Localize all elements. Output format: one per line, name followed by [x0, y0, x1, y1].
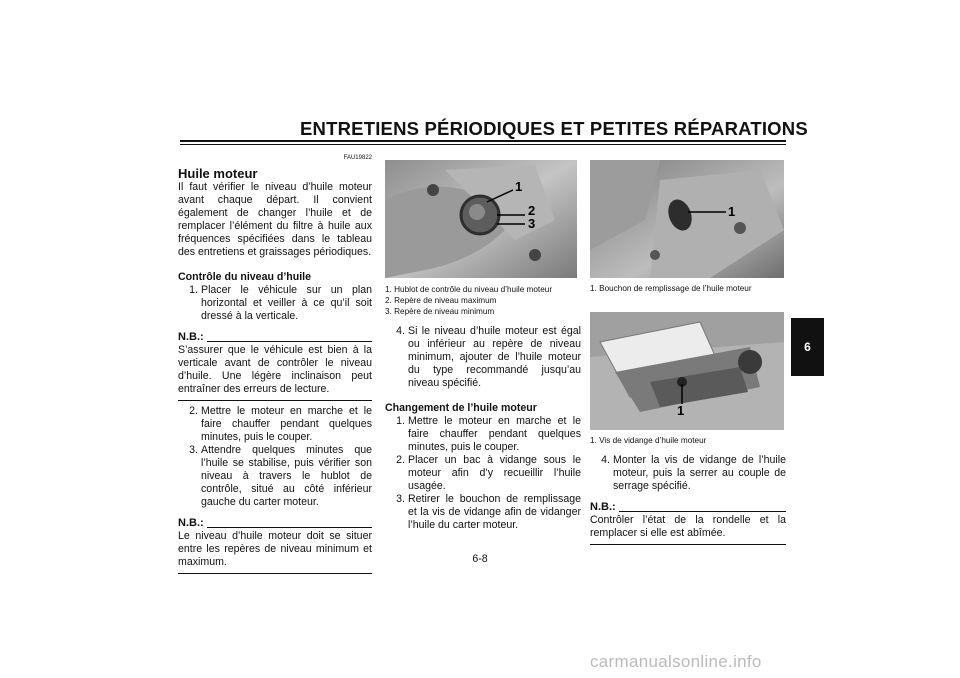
note-rule: [207, 527, 372, 528]
note-box: [178, 517, 372, 574]
chapter-tab: 6: [791, 318, 824, 376]
note-box: [590, 501, 786, 545]
figure-caption: 1. Bouchon de remplissage de l’huile moteur: [590, 284, 752, 293]
right-column: [590, 160, 786, 545]
step-number: 1.: [396, 415, 405, 427]
note-rule: [207, 341, 372, 342]
note-header: [178, 331, 372, 344]
note-text: S’assurer que le véhicule est bien à la verticale avant de contrôler le niveau d’huile. Une légère inclinaison peut entraîner des erreurs de lecture.: [178, 344, 372, 395]
page-title: ENTRETIENS PÉRIODIQUES ET PETITES RÉPARATIONS: [300, 118, 808, 139]
subheading-check-level: Contrôle du niveau d’huile: [178, 271, 312, 283]
engine-photo-illustration: [590, 312, 784, 430]
step-text: Attendre quelques minutes que l’huile se stabilise, puis vérifier son niveau à travers le hublot de contrôle, situé au côté inférieur gauche du carter moteur.: [201, 444, 372, 508]
callout-label: 3: [528, 216, 536, 231]
note-text: Le niveau d’huile moteur doit se situer entre les repères de niveau minimum et maximum.: [178, 530, 372, 568]
callout-label: 2: [528, 203, 536, 218]
step-number: 2.: [396, 454, 405, 466]
header-rule-thin: [180, 144, 786, 145]
intro-paragraph: Il faut vérifier le niveau d’huile moteur avant chaque départ. Il convient également de changer l’huile et de remplacer l’élément du filtre à huile aux fréquences spécifiées dans le tableau des entretiens et graissages périodiques.: [178, 181, 372, 258]
oil-filler-cap-photo: [590, 160, 784, 278]
step-number: 2.: [189, 405, 198, 417]
drain-bolt-photo: [590, 312, 784, 430]
step-text: Si le niveau d’huile moteur est égal ou inférieur au repère de niveau minimum, ajouter de l’huile moteur du type recommandé jusqu’au niveau spécifié.: [408, 325, 581, 389]
figure-caption: 1. Vis de vidange d’huile moteur: [590, 436, 707, 445]
engine-photo-illustration: [385, 160, 577, 278]
note-label: N.B.:: [178, 331, 204, 343]
step-text: Mettre le moteur en marche et le faire chauffer pendant quelques minutes, puis le couper.: [408, 415, 581, 453]
note-label: N.B.:: [590, 501, 616, 513]
header-rule: [180, 140, 786, 142]
section-heading: Huile moteur: [178, 166, 258, 181]
step-text: Mettre le moteur en marche et le faire chauffer pendant quelques minutes, puis le couper.: [201, 405, 372, 443]
step-item: [385, 454, 581, 493]
figure-caption: 2. Repère de niveau maximum: [385, 296, 497, 305]
page-number: 6-8: [472, 553, 488, 565]
step-text: Retirer le bouchon de remplissage et la vis de vidange afin de vidanger l’huile du carter moteur.: [408, 493, 581, 531]
subheading-oil-change: Changement de l’huile moteur: [385, 402, 537, 414]
step-item: [178, 444, 372, 509]
step-item: [590, 454, 786, 493]
step-text: Placer un bac à vidange sous le moteur afin d’y recueillir l’huile usagée.: [408, 454, 581, 492]
step-item: [178, 405, 372, 444]
step-number: 4.: [601, 454, 610, 466]
reference-code: FAU19822: [343, 155, 372, 161]
callout-label: 1: [515, 179, 523, 194]
step-item: [385, 325, 581, 390]
step-item: [385, 493, 581, 532]
step-number: 3.: [189, 444, 198, 456]
step-text: Monter la vis de vidange de l’huile moteur, puis la serrer au couple de serrage spécifié.: [613, 454, 786, 492]
step-text: Placer le véhicule sur un plan horizontal et veiller à ce qu’il soit dressé à la verticale.: [201, 284, 372, 322]
note-label: N.B.:: [178, 517, 204, 529]
step-item: [385, 415, 581, 454]
step-number: 3.: [396, 493, 405, 505]
figure-caption: 3. Repère de niveau minimum: [385, 307, 495, 316]
left-column: [178, 152, 372, 574]
note-header: [590, 501, 786, 514]
callout-label: 1: [728, 204, 736, 219]
note-box: [178, 331, 372, 401]
note-rule: [619, 511, 786, 512]
step-item: [178, 284, 372, 323]
watermark: carmanualsonline.info: [590, 652, 762, 671]
note-header: [178, 517, 372, 530]
engine-photo-illustration: [590, 160, 784, 278]
note-text: Contrôler l’état de la rondelle et la remplacer si elle est abîmée.: [590, 514, 786, 539]
oil-sight-glass-photo: [385, 160, 577, 278]
step-number: 4.: [396, 325, 405, 337]
middle-column: [385, 160, 581, 532]
callout-label: 1: [677, 403, 685, 418]
step-number: 1.: [189, 284, 198, 296]
figure-caption: 1. Hublot de contrôle du niveau d’huile moteur: [385, 285, 553, 294]
